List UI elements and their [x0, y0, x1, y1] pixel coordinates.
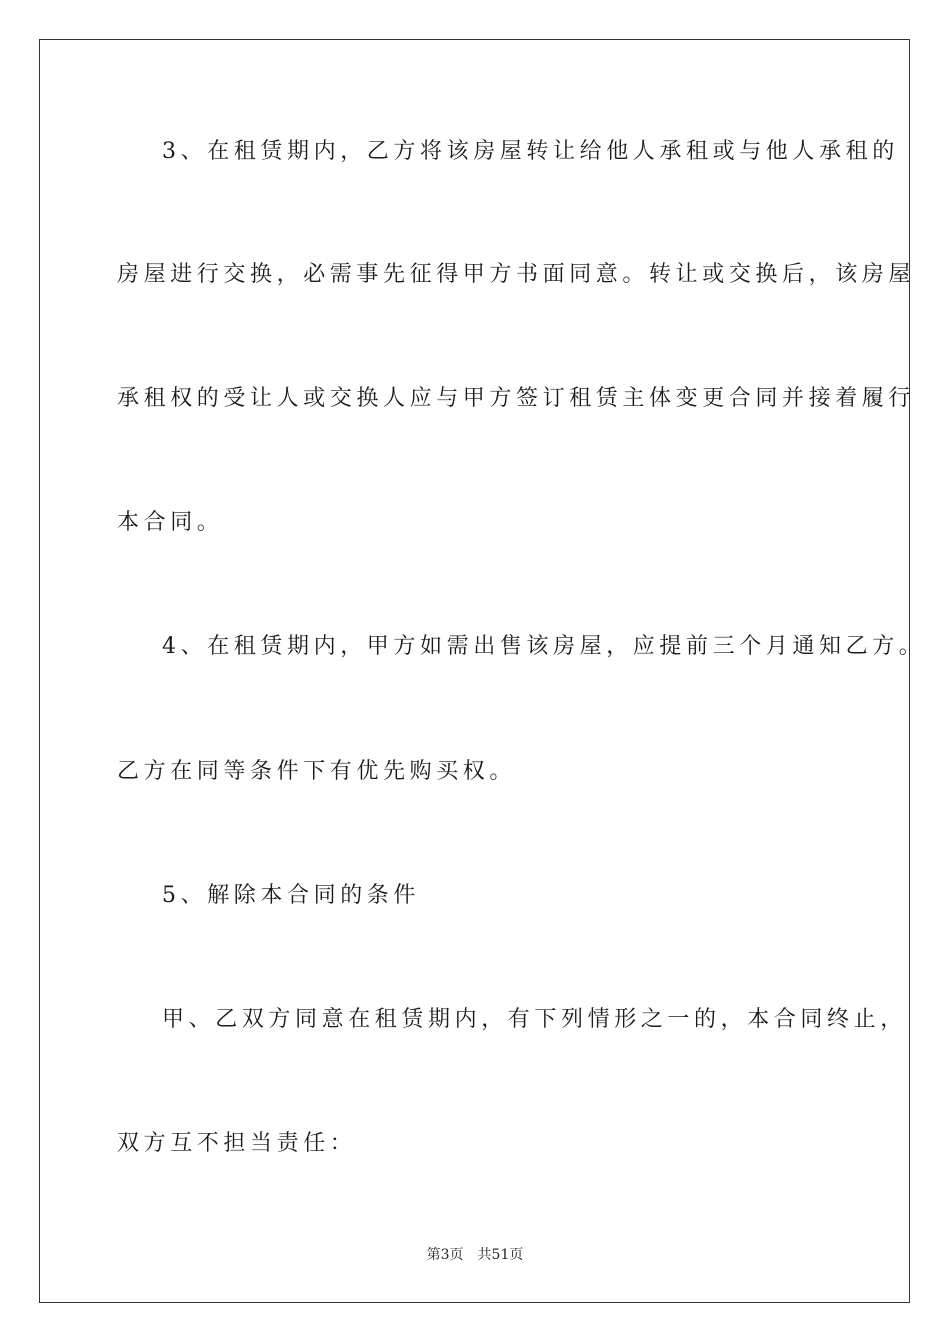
paragraph-line: 乙方在同等条件下有优先购买权。: [117, 759, 517, 784]
page-total: 共51页: [477, 1247, 524, 1263]
paragraph-line: 4、在租赁期内，甲方如需出售该房屋，应提前三个月通知乙方。: [162, 634, 926, 659]
paragraph-line: 3、在租赁期内，乙方将该房屋转让给他人承租或与他人承租的: [162, 139, 899, 164]
paragraph-line: 5、解除本合同的条件: [162, 883, 420, 908]
page-border: [39, 39, 910, 1303]
page-number: 第3页: [426, 1247, 464, 1263]
paragraph-line: 甲、乙双方同意在租赁期内，有下列情形之一的，本合同终止，: [162, 1007, 907, 1032]
paragraph-line: 本合同。: [117, 510, 224, 535]
paragraph-line: 承租权的受让人或交换人应与甲方签订租赁主体变更合同并接着履行: [117, 386, 916, 411]
paragraph-line: 房屋进行交换，必需事先征得甲方书面同意。转让或交换后，该房屋: [117, 262, 916, 287]
paragraph-line: 双方互不担当责任：: [117, 1131, 357, 1156]
page-footer: [0, 1246, 950, 1264]
